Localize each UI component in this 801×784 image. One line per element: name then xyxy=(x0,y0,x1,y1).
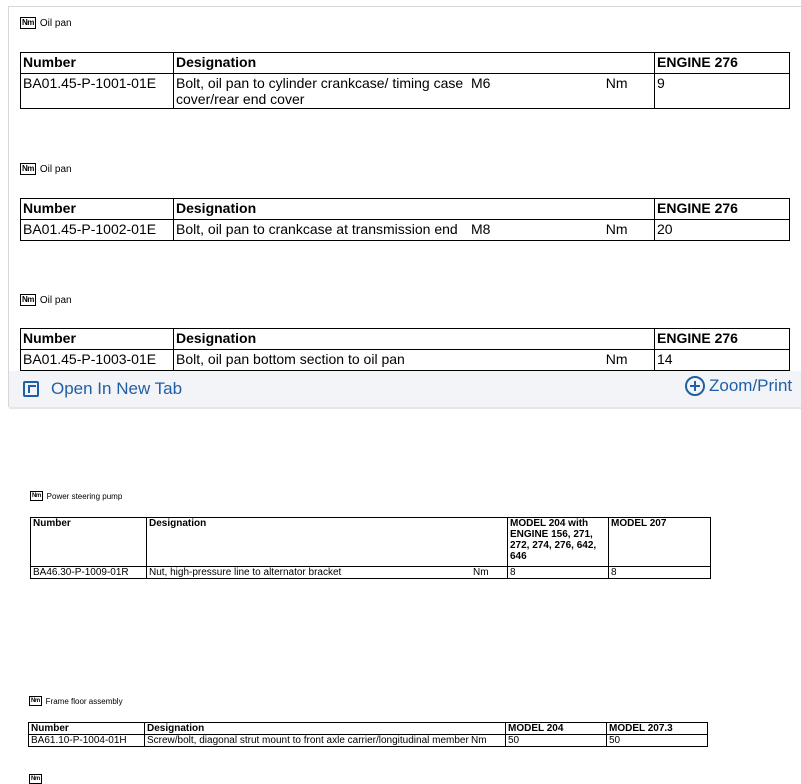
section-header xyxy=(30,491,122,501)
thread-size: M6 xyxy=(471,75,491,91)
section-header xyxy=(20,17,72,29)
column-header-model-204: MODEL 204 xyxy=(506,723,607,735)
cell-torque-value: 20 xyxy=(655,220,790,241)
unit: Nm xyxy=(471,735,487,746)
cell-number: BA01.45-P-1002-01E xyxy=(21,220,174,241)
table-header-row xyxy=(31,518,711,567)
section-header xyxy=(20,163,72,175)
designation-text: Bolt, oil pan to crankcase at transmission end xyxy=(176,221,458,237)
zoom-plus-icon xyxy=(685,376,705,396)
section-title: Oil pan xyxy=(39,164,72,175)
column-header-number: Number xyxy=(21,199,174,220)
column-header-engine: ENGINE 276 xyxy=(655,199,790,220)
open-in-new-tab-label: Open In New Tab xyxy=(51,379,183,398)
column-header-number: Number xyxy=(21,329,174,350)
zoom-print-button[interactable] xyxy=(685,376,792,396)
cell-torque-value: 8 xyxy=(508,567,609,579)
column-header-designation: Designation xyxy=(174,199,655,220)
thread-size xyxy=(471,351,558,367)
thread-size: M8 xyxy=(471,221,491,237)
cell-number: BA46.30-P-1009-01R xyxy=(31,567,147,579)
column-header-model-207-3: MODEL 207.3 xyxy=(607,723,708,735)
column-header-model-207: MODEL 207 xyxy=(609,518,711,567)
unit: Nm xyxy=(605,75,628,91)
cell-torque-value: 50 xyxy=(506,735,607,747)
designation-text: Nut, high-pressure line to alternator bracket xyxy=(149,567,342,578)
unit: Nm xyxy=(605,351,628,367)
open-external-icon xyxy=(23,381,39,397)
table-header-row xyxy=(21,329,790,350)
table-row xyxy=(21,74,790,109)
cell-designation xyxy=(174,74,655,109)
table-row xyxy=(29,735,708,747)
designation-text: Screw/bolt, diagonal strut mount to front axle carrier/longitudinal member xyxy=(147,735,469,746)
cell-designation xyxy=(174,220,655,241)
torque-table xyxy=(30,517,711,579)
cell-number: BA61.10-P-1004-01H xyxy=(29,735,145,747)
cell-torque-value: 8 xyxy=(609,567,711,579)
torque-table xyxy=(20,198,790,241)
torque-nm-icon: Nm xyxy=(31,698,40,704)
table-header-row xyxy=(21,53,790,74)
torque-nm-icon: Nm xyxy=(31,776,40,782)
section-header xyxy=(29,774,42,784)
column-header-designation: Designation xyxy=(174,329,655,350)
cell-designation xyxy=(174,350,655,371)
column-header-designation: Designation xyxy=(174,53,655,74)
designation-text: Bolt, oil pan to cylinder crankcase/ timing case cover/rear end cover xyxy=(176,75,464,107)
table-header-row xyxy=(29,723,708,735)
document-viewer-panel xyxy=(8,6,801,407)
column-header-designation: Designation xyxy=(145,723,506,735)
table-header-row xyxy=(21,199,790,220)
torque-table xyxy=(28,722,708,747)
cell-designation xyxy=(147,567,508,579)
unit: Nm xyxy=(473,567,489,578)
section-header xyxy=(29,696,123,706)
torque-table xyxy=(20,328,790,371)
section-title: Frame floor assembly xyxy=(45,697,123,706)
torque-table xyxy=(20,52,790,109)
document-toolbar xyxy=(9,371,801,409)
cell-torque-value: 14 xyxy=(655,350,790,371)
section-title: Oil pan xyxy=(39,18,72,29)
column-header-engine: ENGINE 276 xyxy=(655,329,790,350)
column-header-model-204: MODEL 204 with ENGINE 156, 271, 272, 274, 276, 642, 646 xyxy=(508,518,609,567)
column-header-number: Number xyxy=(31,518,147,567)
cell-designation xyxy=(145,735,506,747)
table-row xyxy=(21,350,790,371)
table-row xyxy=(21,220,790,241)
torque-nm-icon: Nm xyxy=(22,18,34,27)
torque-nm-icon: Nm xyxy=(32,493,41,499)
open-in-new-tab-button[interactable] xyxy=(23,379,182,399)
zoom-print-label: Zoom/Print xyxy=(709,376,793,395)
column-header-engine: ENGINE 276 xyxy=(655,53,790,74)
section-title: Oil pan xyxy=(39,295,72,306)
torque-nm-icon: Nm xyxy=(22,295,34,304)
unit: Nm xyxy=(605,221,628,237)
section-header xyxy=(20,294,72,306)
column-header-number: Number xyxy=(21,53,174,74)
cell-torque-value: 9 xyxy=(655,74,790,109)
designation-text: Bolt, oil pan bottom section to oil pan xyxy=(176,351,405,367)
cell-torque-value: 50 xyxy=(607,735,708,747)
table-row xyxy=(31,567,711,579)
column-header-number: Number xyxy=(29,723,145,735)
torque-nm-icon: Nm xyxy=(22,164,34,173)
cell-number: BA01.45-P-1001-01E xyxy=(21,74,174,109)
column-header-designation: Designation xyxy=(147,518,508,567)
cell-number: BA01.45-P-1003-01E xyxy=(21,350,174,371)
section-title: Power steering pump xyxy=(46,492,123,501)
